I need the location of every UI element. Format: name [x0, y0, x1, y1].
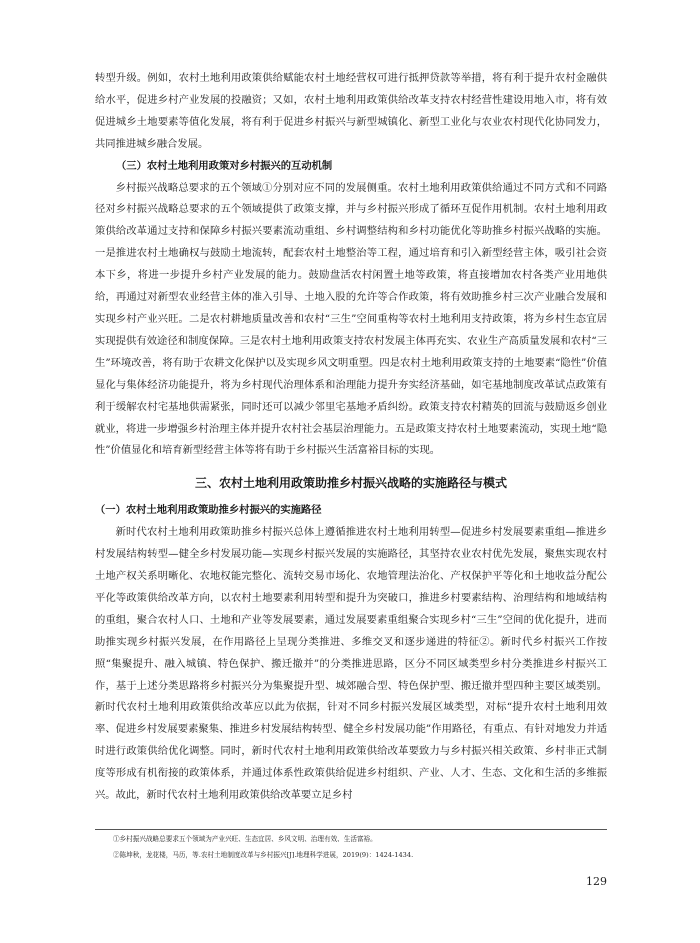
paragraph-implementation-path: 新时代农村土地利用政策助推乡村振兴总体上遵循推进农村土地利用转型—促进乡村发展要素重组—推进乡村发展结构转型—健全乡村发展功能—实现乡村振兴发展的实施路径，其坚持农业农村优先发展，聚焦实现农村土地产权关系明晰化、农地权能完整化、流转交易市场化、农地管理法治化、产权保护平等化和土地收益分配公平化等政策供给改革方向，以农村土地要素利用转型和提升为突破口，推进乡村要素结构、治理结构和地域结构的重组，聚合农村人口、土地和产业等发展要素，通过发展要素重组聚合实现乡村“三生”空间的优化提升，进而助推实现乡村振兴发展，在作用路径上呈现分类推进、多维交叉和逐步递进的特征②。新时代乡村振兴工作按照“集聚提升、融入城镇、特色保护、搬迁撤并”的分类推进思路，区分不同区域类型乡村分类推进乡村振兴工作，基于上述分类思路将乡村振兴分为集聚提升型、城郊融合型、特色保护型、搬迁撤并型四种主要区域类别。新时代农村土地利用政策供给改革应以此为依据，针对不同乡村振兴发展区域类型，对标“提升农村土地利用效率、促进乡村发展要素聚集、推进乡村发展结构转型、健全乡村发展功能”作用路径，有重点、有针对地发力并适时进行政策供给优化调整。同时，新时代农村土地利用政策供给改革要致力与乡村振兴相关政策、乡村非正式制度等形成有机衔接的政策体系，并通过体系性政策供给促进乡村组织、产业、人才、生态、文化和生活的多维振兴。故此，新时代农村土地利用政策供给改革要立足乡村 [95, 526, 607, 802]
paragraph-continued: 转型升级。例如，农村土地利用政策供给赋能农村土地经营权可进行抵押贷款等举措，将有利于提升农村金融供给水平，促进乡村产业发展的投融资；又如，农村土地利用政策供给改革支持农村经营性建设用地入市，将有效促进城乡土地要素等值化发展，将有利于促进乡村振兴与新型城镇化、新型工业化与农业农村现代化协同发力，共同推进城乡融合发展。 [95, 72, 607, 150]
footnote-divider [95, 829, 607, 830]
page-number: 129 [586, 875, 607, 888]
footnote-2: ②陈坤秋，龙花楼，马历，等.农村土地制度改革与乡村振兴[J].地理科学进展，2019(9)：1424-1434. [113, 850, 414, 859]
subsection-heading-1: （一）农村土地利用政策助推乡村振兴的实施路径 [95, 504, 322, 517]
paragraph-interaction-mechanism: 乡村振兴战略总要求的五个领域①分别对应不同的发展侧重。农村土地利用政策供给通过不同方式和不同路径对乡村振兴战略总要求的五个领域提供了政策支撑，并与乡村振兴形成了循环互促作用机制。农村土地利用政策供给改革通过支持和保障乡村振兴要素流动重组、乡村调整结构和乡村功能优化等助推乡村振兴战略的实施。一是推进农村土地确权与鼓励土地流转，配套农村土地整治等工程，通过培育和引入新型经营主体，吸引社会资本下乡，将进一步提升乡村产业发展的能力。鼓励盘活农村闲置土地等政策，将直接增加农村各类产业用地供给，再通过对新型农业经营主体的准入引导、土地入股的允许等合作政策，将有效助推乡村三次产业融合发展和实现乡村产业兴旺。二是农村耕地质量改善和农村“三生”空间重构等农村土地利用支持政策，将为乡村生态宜居实现提供有效途径和制度保障。三是农村土地利用政策支持农村发展主体再充实、农业生产高质量发展和农村“三生”环境改善，将有助于农耕文化保护以及实现乡风文明重塑。四是农村土地利用政策支持的土地要素“隐性”价值显化与集体经济功能提升，将为乡村现代治理体系和治理能力提升夯实经济基础，如宅基地制度改革试点政策有利于缓解农村宅基地供需紧张，同时还可以减少邻里宅基地矛盾纠纷。政策支持农村精英的回流与鼓励返乡创业就业，将进一步增强乡村治理主体并提升农村社会基层治理能力。五是政策支持农村土地要素流动，实现土地“隐性”价值显化和培育新型经营主体等将有助于乡村振兴生活富裕目标的实现。 [95, 181, 607, 457]
section-heading: 三、农村土地利用政策助推乡村振兴战略的实施路径与模式 [194, 476, 507, 491]
footnote-1: ①乡村振兴战略总要求五个领域为产业兴旺、生态宜居、乡风文明、治理有效、生活富裕。 [113, 835, 377, 843]
subsection-heading-3: （三）农村土地利用政策对乡村振兴的互动机制 [116, 159, 333, 172]
article-body [95, 0, 607, 807]
footnotes [113, 832, 607, 863]
